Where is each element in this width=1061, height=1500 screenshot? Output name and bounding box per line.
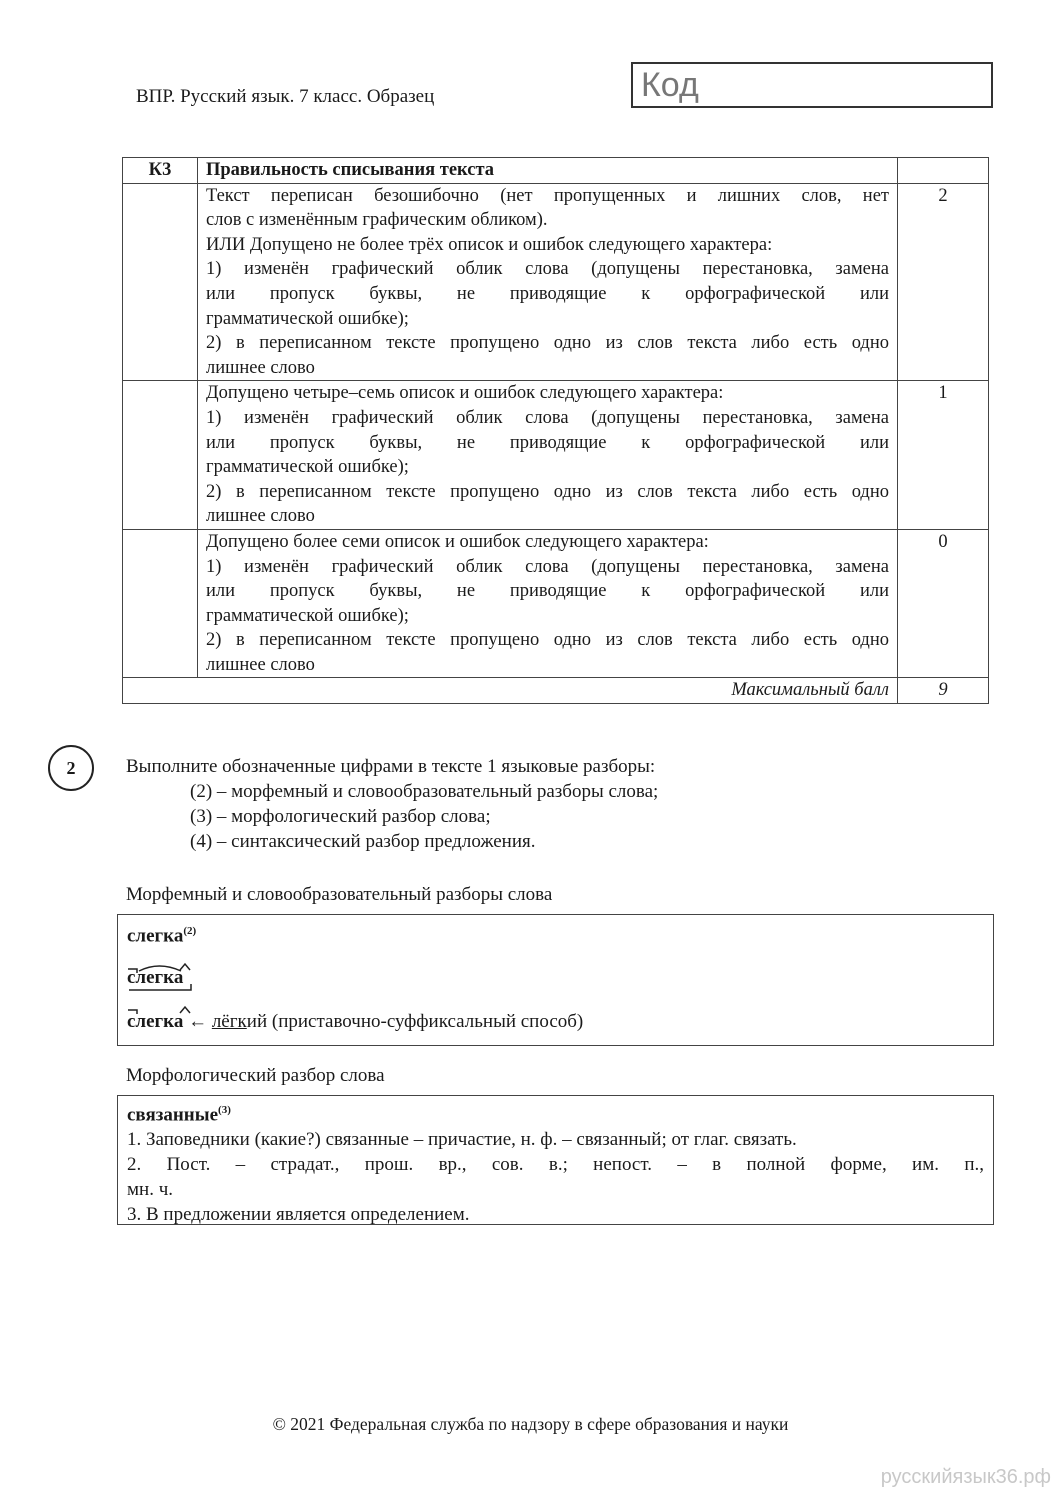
task-instructions (126, 754, 658, 854)
morphology-line: 1. Заповедники (какие?) связанные – причастие, н. ф. – связанный; от глаг. связать. (127, 1129, 797, 1151)
derivation-marks-icon (127, 1005, 197, 1019)
watermark: русскийязык36.рф (880, 1466, 1051, 1488)
criteria-header-row (123, 158, 989, 184)
task-item: (4) – синтаксический разбор предложения. (190, 831, 536, 852)
task-item: (3) – морфологический разбор слова; (190, 806, 491, 827)
morphology-section-label: Морфологический разбор слова (126, 1065, 385, 1086)
morphology-ref: (3) (218, 1104, 231, 1116)
criteria-line: или пропуск буквы, не приводящие к орфографической или (206, 581, 889, 602)
criteria-line: лишнее слово (206, 357, 315, 378)
criteria-line: или пропуск буквы, не приводящие к орфографической или (206, 283, 889, 304)
criteria-line: грамматической ошибке); (206, 308, 409, 329)
morpheme-word: слегка (127, 925, 184, 947)
source-word-ending: ий (246, 1011, 268, 1032)
criteria-line: лишнее слово (206, 506, 315, 527)
criteria-line: слов с изменённым графическим обликом). (206, 210, 548, 231)
morpheme-box (117, 914, 994, 1046)
criteria-line: грамматической ошибке); (206, 605, 409, 626)
task-number-badge: 2 (48, 745, 94, 791)
morphology-line: 2. Пост. – страдат., прош. вр., сов. в.; непост. – в полной форме, им. п., (127, 1154, 984, 1176)
criteria-line: 2) в переписанном тексте пропущено одно из слов текста либо есть одно (206, 333, 889, 354)
derivation-arrow: ← (188, 1011, 208, 1032)
criteria-line: грамматической ошибке); (206, 457, 409, 478)
morphology-word: связанные (127, 1104, 219, 1126)
page-header-title: ВПР. Русский язык. 7 класс. Образец (136, 86, 435, 107)
criteria-row-score-2 (123, 183, 989, 381)
criteria-code: К3 (123, 158, 198, 184)
criteria-table (122, 157, 989, 704)
source-word-stem: лёгк (211, 1011, 247, 1032)
derivation-method: (приставочно-суффиксальный способ) (271, 1011, 584, 1032)
morphology-line: 3. В предложении является определением. (127, 1204, 470, 1226)
derivation-line (127, 1011, 583, 1033)
criteria-line: 1) изменён графический облик слова (допущены перестановка, замена (206, 556, 889, 577)
criteria-line: лишнее слово (206, 654, 315, 675)
criteria-row-score-0 (123, 529, 989, 678)
criteria-line: 1) изменён графический облик слова (допущены перестановка, замена (206, 259, 889, 280)
task-instruction: Выполните обозначенные цифрами в тексте 1 языковые разборы: (126, 756, 656, 777)
criteria-score: 2 (898, 183, 989, 381)
morpheme-analysis (127, 959, 184, 988)
criteria-line: Текст переписан безошибочно (нет пропущенных и лишних слов, нет (206, 185, 889, 206)
morpheme-analysis-word: слегка (127, 967, 184, 988)
task-item: (2) – морфемный и словообразовательный разборы слова; (190, 781, 659, 802)
criteria-score: 0 (898, 529, 989, 678)
criteria-row-score-1 (123, 381, 989, 530)
criteria-score: 1 (898, 381, 989, 530)
morpheme-ref: (2) (183, 925, 197, 937)
criteria-line: Допущено более семи описок и ошибок следующего характера: (206, 531, 709, 552)
criteria-line: 2) в переписанном тексте пропущено одно из слов текста либо есть одно (206, 630, 889, 651)
derivation-word: слегка (127, 1011, 184, 1032)
criteria-line: 1) изменён графический облик слова (допущены перестановка, замена (206, 407, 889, 428)
criteria-line: 2) в переписанном тексте пропущено одно из слов текста либо есть одно (206, 481, 889, 502)
footer-copyright: © 2021 Федеральная служба по надзору в сфере образования и науки (272, 1414, 789, 1434)
code-box: Код (631, 62, 993, 108)
criteria-line: ИЛИ Допущено не более трёх описок и ошибок следующего характера: (206, 234, 773, 255)
criteria-line: Допущено четыре–семь описок и ошибок следующего характера: (206, 383, 724, 404)
max-score-value: 9 (898, 678, 989, 704)
morpheme-section-label: Морфемный и словообразовательный разборы слова (126, 884, 553, 905)
criteria-total-row (123, 678, 989, 704)
morphology-box (117, 1095, 994, 1225)
criteria-line: или пропуск буквы, не приводящие к орфографической или (206, 432, 889, 453)
morphology-line: мн. ч. (127, 1179, 173, 1201)
criteria-title: Правильность списывания текста (198, 158, 898, 184)
max-score-label: Максимальный балл (123, 678, 898, 704)
